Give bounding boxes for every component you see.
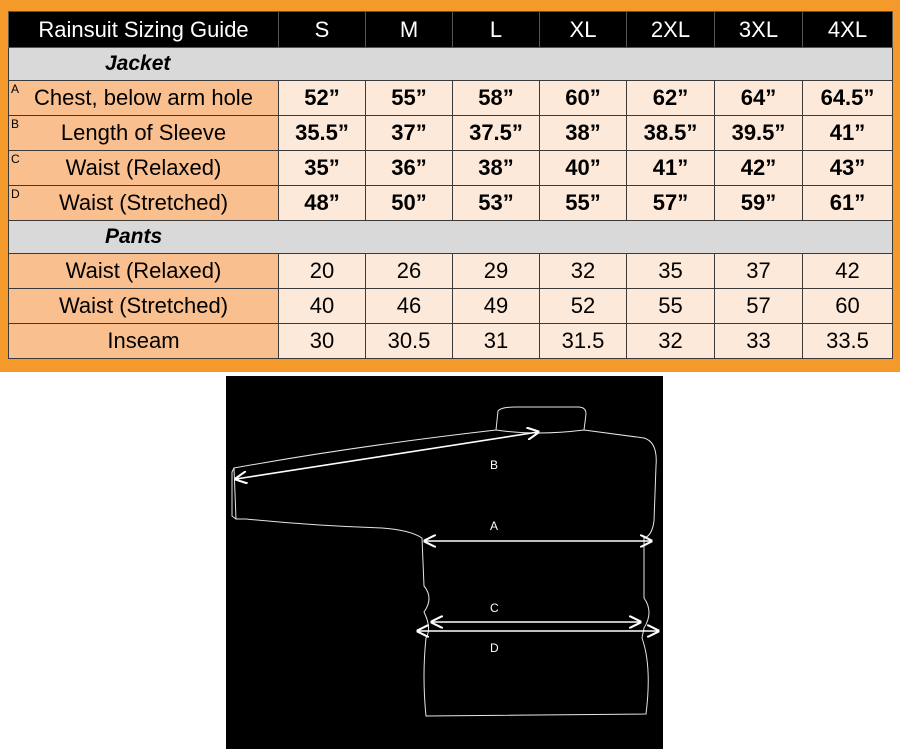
table-row <box>9 186 893 221</box>
value-cell: 40 <box>279 289 366 324</box>
collar-outline <box>496 407 586 430</box>
value-cell: 36” <box>366 151 453 186</box>
sizing-table <box>8 11 893 359</box>
row-label-cell <box>9 186 279 221</box>
value-cell: 55” <box>366 81 453 116</box>
value-cell: 57 <box>715 289 803 324</box>
value-cell: 57” <box>627 186 715 221</box>
jacket-measurement-diagram <box>226 376 663 749</box>
row-label-cell <box>9 151 279 186</box>
value-cell: 35.5” <box>279 116 366 151</box>
jacket-outline-svg <box>226 376 663 749</box>
value-cell: 35” <box>279 151 366 186</box>
table-title: Rainsuit Sizing Guide <box>9 12 279 48</box>
section-header-row <box>9 48 893 81</box>
row-label: Inseam <box>107 328 180 353</box>
row-label: Waist (Stretched) <box>58 190 229 215</box>
label-c: C <box>490 601 499 615</box>
value-cell: 32 <box>627 324 715 359</box>
row-label: Waist (Stretched) <box>58 293 229 318</box>
value-cell: 31 <box>453 324 540 359</box>
jacket-outline <box>234 430 656 716</box>
value-cell: 60 <box>803 289 893 324</box>
value-cell: 32 <box>540 254 627 289</box>
size-header: XL <box>540 12 627 48</box>
size-header: S <box>279 12 366 48</box>
value-cell: 33 <box>715 324 803 359</box>
value-cell: 40” <box>540 151 627 186</box>
value-cell: 31.5 <box>540 324 627 359</box>
table-row <box>9 81 893 116</box>
row-label-cell <box>9 324 279 359</box>
value-cell: 43” <box>803 151 893 186</box>
value-cell: 42 <box>803 254 893 289</box>
row-label: Length of Sleeve <box>60 120 227 145</box>
size-header: M <box>366 12 453 48</box>
label-b: B <box>490 458 499 472</box>
value-cell: 38” <box>453 151 540 186</box>
table-row <box>9 254 893 289</box>
table-row <box>9 116 893 151</box>
section-header-row <box>9 221 893 254</box>
sizing-table-frame <box>0 0 900 372</box>
value-cell: 42” <box>715 151 803 186</box>
value-cell: 35 <box>627 254 715 289</box>
label-d: D <box>490 641 499 655</box>
row-marker: C <box>11 152 20 166</box>
value-cell: 60” <box>540 81 627 116</box>
value-cell: 52” <box>279 81 366 116</box>
size-header: 2XL <box>627 12 715 48</box>
row-label: Waist (Relaxed) <box>65 258 222 283</box>
value-cell: 64.5” <box>803 81 893 116</box>
value-cell: 46 <box>366 289 453 324</box>
value-cell: 41” <box>627 151 715 186</box>
value-cell: 33.5 <box>803 324 893 359</box>
size-header: 3XL <box>715 12 803 48</box>
value-cell: 39.5” <box>715 116 803 151</box>
value-cell: 53” <box>453 186 540 221</box>
value-cell: 26 <box>366 254 453 289</box>
row-label-cell <box>9 289 279 324</box>
table-row <box>9 289 893 324</box>
row-label: Chest, below arm hole <box>34 85 253 110</box>
value-cell: 58” <box>453 81 540 116</box>
value-cell: 55” <box>540 186 627 221</box>
size-header: L <box>453 12 540 48</box>
value-cell: 61” <box>803 186 893 221</box>
value-cell: 37 <box>715 254 803 289</box>
row-marker: D <box>11 187 20 201</box>
row-label-cell <box>9 116 279 151</box>
value-cell: 62” <box>627 81 715 116</box>
value-cell: 48” <box>279 186 366 221</box>
header-row <box>9 12 893 48</box>
value-cell: 29 <box>453 254 540 289</box>
table-row <box>9 324 893 359</box>
section-title: Jacket <box>9 48 893 81</box>
row-label-cell <box>9 81 279 116</box>
row-marker: B <box>11 117 20 131</box>
row-label: Waist (Relaxed) <box>65 155 222 180</box>
row-label-cell <box>9 254 279 289</box>
value-cell: 37” <box>366 116 453 151</box>
value-cell: 38.5” <box>627 116 715 151</box>
value-cell: 52 <box>540 289 627 324</box>
value-cell: 38” <box>540 116 627 151</box>
size-header: 4XL <box>803 12 893 48</box>
row-marker: A <box>11 82 20 96</box>
value-cell: 64” <box>715 81 803 116</box>
value-cell: 20 <box>279 254 366 289</box>
value-cell: 30.5 <box>366 324 453 359</box>
value-cell: 41” <box>803 116 893 151</box>
value-cell: 37.5” <box>453 116 540 151</box>
value-cell: 50” <box>366 186 453 221</box>
label-a: A <box>490 519 499 533</box>
value-cell: 55 <box>627 289 715 324</box>
value-cell: 30 <box>279 324 366 359</box>
value-cell: 59” <box>715 186 803 221</box>
section-title: Pants <box>9 221 893 254</box>
value-cell: 49 <box>453 289 540 324</box>
table-row <box>9 151 893 186</box>
